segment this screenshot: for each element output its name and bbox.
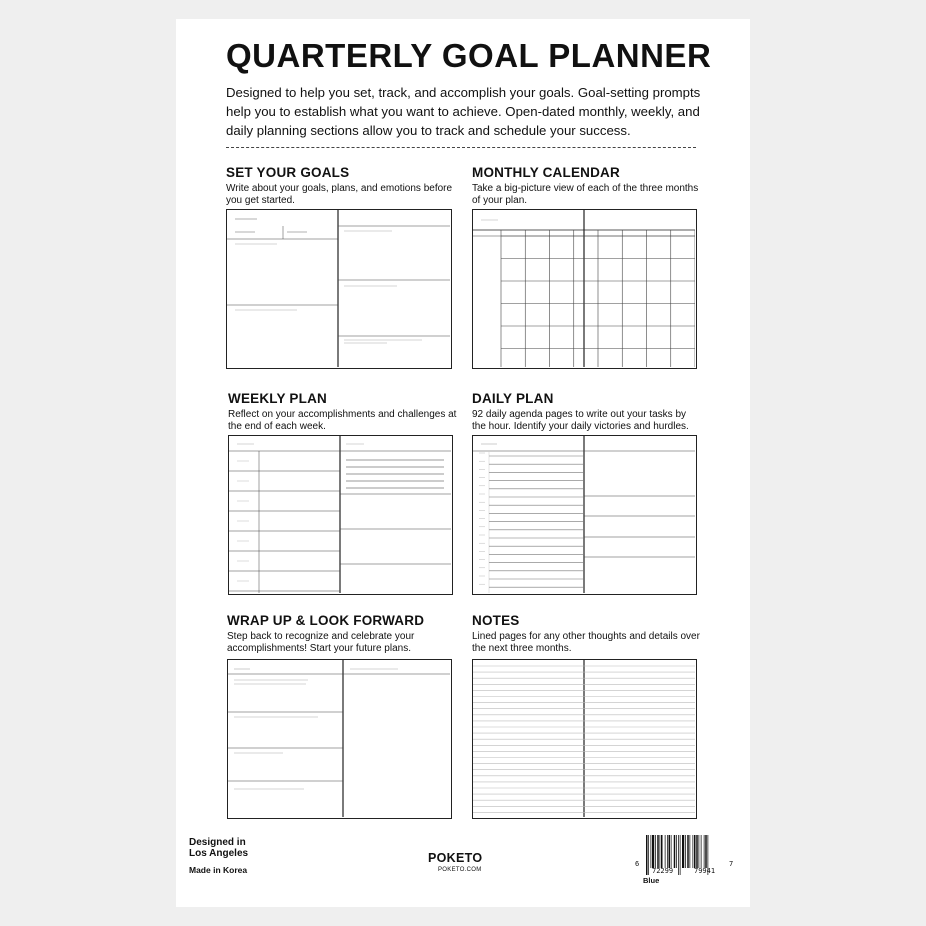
section-heading: MONTHLY CALENDAR [472,165,620,180]
barcode-bar [678,835,679,875]
section-set-goals [226,165,456,206]
section-description: Write about your goals, plans, and emotions before you get started. [226,183,453,206]
designed-in-label: Designed in Los Angeles [189,837,249,859]
barcode-bar [676,835,677,868]
barcode-bar [704,835,705,868]
wrap-up-thumbnail [227,659,452,819]
section-description: Step back to recognize and celebrate your accomplishments! Start your future plans. [227,631,415,654]
section-description: Take a big-picture view of each of the three months of your plan. [472,183,699,206]
barcode-bar [651,835,652,868]
section-description: 92 daily agenda pages to write out your tasks by the hour. Identify your daily victories and hurdles. [472,409,689,432]
barcode-bar [657,835,659,868]
page-title: QUARTERLY GOAL PLANNER [226,37,712,74]
barcode-bar [674,835,676,868]
section-heading: NOTES [472,613,520,628]
section-daily-plan [472,391,702,432]
barcode-left-digits: 72299 [652,867,674,875]
notes-thumbnail [472,659,697,819]
barcode-bar [682,835,684,868]
section-heading: WRAP UP & LOOK FORWARD [227,613,425,628]
barcode-bar [669,835,671,868]
weekly-plan-thumbnail [228,435,453,595]
section-heading: SET YOUR GOALS [226,165,350,180]
made-in-label: Made in Korea [189,865,248,875]
section-monthly-calendar [472,165,702,206]
barcode-bar [652,835,654,868]
section-heading: WEEKLY PLAN [228,391,327,406]
barcode-bar [667,835,668,868]
barcode-bar [701,835,702,868]
barcode-right-digits: 79941 [694,867,716,875]
barcode-bar [690,835,691,868]
section-heading: DAILY PLAN [472,391,554,406]
barcode-bar [671,835,672,868]
barcode-bar [685,835,686,868]
barcode-bar [661,835,663,868]
barcode-bar [655,835,656,868]
barcode-check-digit: 7 [729,860,734,868]
section-description: Reflect on your accomplishments and challenges at the end of each week. [228,409,457,432]
barcode-bar [693,835,694,868]
intro-paragraph: Designed to help you set, track, and accomplish your goals. Goal-setting prompts help you to establish what you want to achieve. Open-dated monthly, weekly, and daily planning sections allow you to track and schedule your success. [226,85,701,138]
barcode-bar [705,835,707,868]
barcode-bar [699,835,700,868]
section-wrap-up [227,613,457,654]
goals-page-thumbnail [226,209,452,369]
barcode-bar [687,835,689,868]
barcode-bar [646,835,648,875]
daily-plan-thumbnail [472,435,697,595]
barcode-bar [660,835,661,868]
barcode-bar [665,835,666,868]
monthly-calendar-thumbnail [472,209,697,369]
section-notes [472,613,702,654]
product-sheet [176,19,750,907]
brand-logo: POKETO [428,851,483,865]
barcode-lead-digit: 6 [635,860,640,868]
barcode-bar [696,835,698,868]
color-label: Blue [643,876,660,885]
section-weekly-plan [228,391,458,432]
section-description: Lined pages for any other thoughts and details over the next three months. [472,631,700,654]
barcode-bar [680,835,681,875]
brand-url: POKETO.COM [438,867,482,873]
dashed-divider [226,147,696,148]
barcode-bar [694,835,696,868]
barcode-bar [648,835,649,875]
